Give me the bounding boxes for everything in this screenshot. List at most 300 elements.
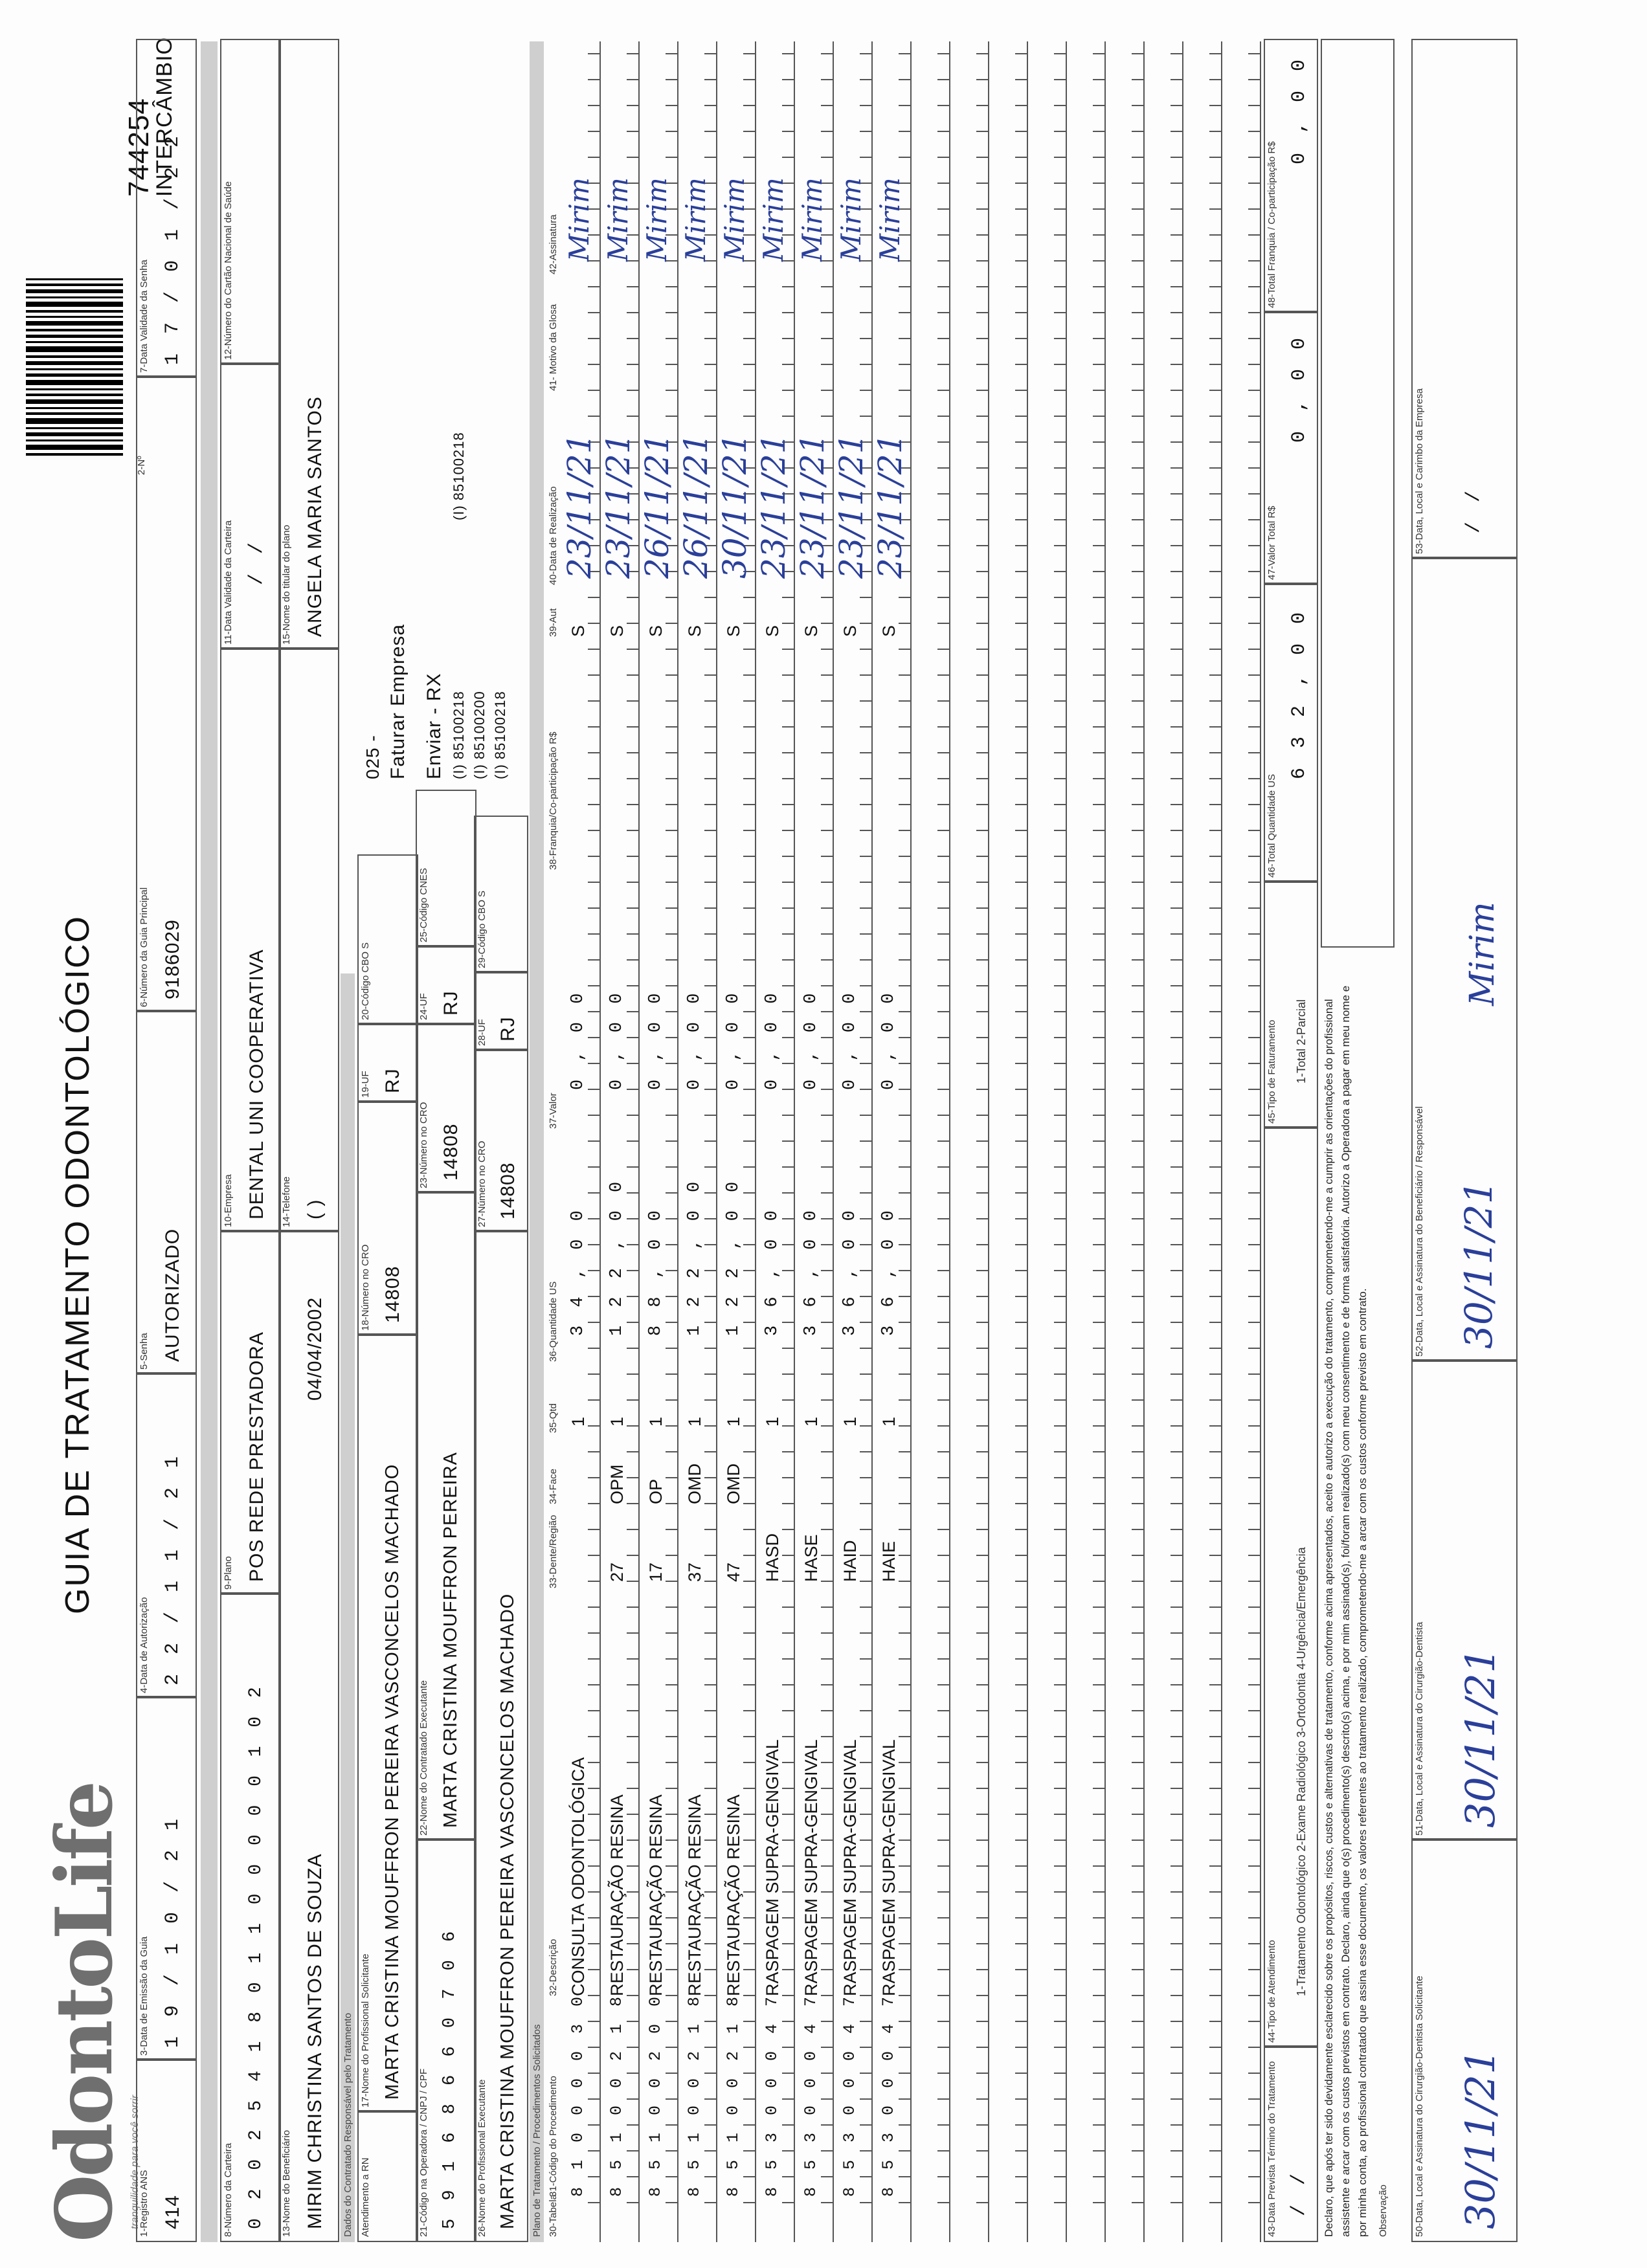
cell-divider	[821, 700, 833, 702]
cell-divider	[1209, 364, 1221, 365]
cell-divider	[976, 1322, 988, 1323]
table-row	[1066, 41, 1106, 2242]
cell-divider	[976, 1917, 988, 1918]
cell-divider	[1132, 2098, 1143, 2100]
cell-divider	[976, 752, 988, 753]
cell-divider	[588, 1192, 599, 1194]
cell-divider	[976, 1399, 988, 1401]
guide-number-label: 2-Nº	[136, 456, 147, 475]
cell-divider	[976, 1348, 988, 1349]
cell-divider	[1093, 1115, 1104, 1116]
cell-divider	[1015, 2176, 1027, 2177]
cell-divider	[1132, 2124, 1143, 2126]
cell-divider	[666, 1037, 677, 1038]
cell-divider	[1132, 208, 1143, 210]
cell-divider	[1209, 1348, 1221, 1349]
cell-divider	[782, 1762, 794, 1763]
cell-divider	[782, 2176, 794, 2177]
cell-divider	[860, 1348, 871, 1349]
cell-divider	[937, 1710, 949, 1711]
cell-divider	[1132, 545, 1143, 546]
cell-divider	[666, 1684, 677, 1685]
cell-divider	[1171, 1658, 1182, 1660]
cell-divider	[1209, 1399, 1221, 1401]
cell-divider	[1054, 933, 1066, 935]
cell-divider	[821, 2150, 833, 2151]
cell-divider	[588, 2150, 599, 2151]
table-row	[794, 41, 834, 2242]
cell-divider	[1132, 1218, 1143, 1219]
row-dente: HASD	[763, 1533, 782, 1582]
cell-divider	[937, 234, 949, 236]
cell-divider	[821, 1270, 833, 1271]
observacao-box[interactable]	[1321, 39, 1395, 948]
row-aut: S	[607, 625, 627, 637]
cell-divider	[1171, 1606, 1182, 1608]
row-codigo: 8 5 1 0 0 2 1 8	[607, 1992, 626, 2197]
cell-divider	[1015, 183, 1027, 184]
cell-divider	[1209, 131, 1221, 132]
cell-divider	[1171, 390, 1182, 391]
cell-divider	[666, 752, 677, 753]
cell-divider	[976, 882, 988, 883]
table-row	[716, 41, 756, 2242]
cell-divider	[821, 390, 833, 391]
row-qtd-us: 3 6 , 0 0	[840, 1206, 860, 1336]
cell-divider	[899, 1710, 910, 1711]
cell-divider	[588, 700, 599, 702]
cell-divider	[627, 1348, 638, 1349]
cell-divider	[704, 674, 716, 676]
cell-divider	[1248, 1451, 1260, 1452]
cell-divider	[1248, 441, 1260, 443]
cell-divider	[666, 1089, 677, 1090]
cell-divider	[1171, 804, 1182, 805]
cell-divider	[1054, 1710, 1066, 1711]
observacao-label: Observação	[1378, 2185, 1389, 2237]
cell-divider	[1171, 1840, 1182, 1841]
row-aut: S	[763, 625, 782, 637]
cell-divider	[821, 416, 833, 417]
cell-divider	[860, 597, 871, 598]
cell-divider	[899, 79, 910, 80]
cell-divider	[1171, 105, 1182, 106]
cell-divider	[937, 804, 949, 805]
cell-divider	[1132, 1451, 1143, 1452]
cell-divider	[666, 1322, 677, 1323]
cell-divider	[1132, 1011, 1143, 1012]
cell-divider	[937, 1011, 949, 1012]
cell-divider	[666, 856, 677, 857]
cell-divider	[627, 1192, 638, 1194]
cell-divider	[860, 1451, 871, 1452]
cell-divider	[782, 1529, 794, 1530]
header-tabela: 30-Tabela	[548, 2194, 559, 2237]
cell-divider	[782, 1166, 794, 1168]
cell-divider	[704, 700, 716, 702]
cell-divider	[704, 2202, 716, 2203]
cell-divider	[1093, 1917, 1104, 1918]
cell-divider	[782, 2021, 794, 2022]
tipo-atendimento-label: 44-Tipo de Atendimento	[1266, 1940, 1277, 2043]
cell-divider	[1248, 856, 1260, 857]
cell-divider	[1209, 1658, 1221, 1660]
cell-divider	[1132, 1503, 1143, 1504]
row-qtd: 1	[801, 1416, 821, 1427]
cell-divider	[821, 53, 833, 54]
header-qtd-us: 36-Quantidade US	[548, 1281, 559, 1362]
cell-divider	[937, 53, 949, 54]
cell-divider	[1015, 1244, 1027, 1245]
cell-divider	[1015, 1632, 1027, 1634]
row-data-realizacao: 23/11/21	[755, 433, 792, 579]
cell-divider	[1248, 2021, 1260, 2022]
cell-divider	[743, 726, 755, 728]
cell-divider	[821, 1115, 833, 1116]
cell-divider	[782, 1063, 794, 1064]
cell-divider	[937, 1969, 949, 1970]
cell-divider	[627, 1244, 638, 1245]
tipo-faturamento-label: 45-Tipo de Faturamento	[1266, 1019, 1277, 1124]
cell-divider	[937, 2073, 949, 2074]
registro-ans-value: 414	[162, 2194, 183, 2229]
cell-divider	[860, 1322, 871, 1323]
cell-divider	[1015, 1451, 1027, 1452]
cell-divider	[1015, 856, 1027, 857]
cell-divider	[860, 1166, 871, 1168]
cell-divider	[899, 1606, 910, 1608]
cell-divider	[1248, 1969, 1260, 1970]
cell-divider	[899, 1192, 910, 1194]
cell-divider	[821, 1503, 833, 1504]
cell-divider	[821, 856, 833, 857]
row-codigo: 8 5 3 0 0 0 4 7	[801, 1992, 820, 2197]
cell-divider	[976, 1943, 988, 1944]
cell-divider	[743, 105, 755, 106]
cell-divider	[1171, 1684, 1182, 1685]
cell-divider	[899, 1140, 910, 1142]
cell-divider	[860, 856, 871, 857]
cell-divider	[704, 312, 716, 313]
row-qtd: 1	[763, 1416, 782, 1427]
cell-divider	[704, 1710, 716, 1711]
cell-divider	[860, 53, 871, 54]
cell-divider	[1132, 519, 1143, 520]
header-franquia: 38-Franquia/Co-participação R$	[548, 731, 559, 870]
cell-divider	[1054, 1089, 1066, 1090]
cell-divider	[704, 2150, 716, 2151]
cell-divider	[860, 1011, 871, 1012]
empresa-label: 10-Empresa	[223, 1174, 234, 1227]
cell-divider	[1015, 312, 1027, 313]
cell-divider	[1209, 700, 1221, 702]
cell-divider	[937, 157, 949, 158]
declaration-text: Declaro, que após ter sido devidamente esclarecido sobre os propósitos, riscos, custos e alternativas de tratamento, conforme acima apresentados, aceito e autorizo a execução do tratamento, comprometendo-me a cumprir as orientações do profissional assistente e arcar com os custos previstos em contrato. Declaro, ainda que o(s) procedimento(s) descrito(s) acima, e por mim assinado(s), foi/foram realizado(s) com meu consentimento e de forma satisfatória. Autorizo a Operadora a pagar em meu nome e por minha conta, ao profissional contratado que assina esse documento, os valores referentes ao tratamento realizado, comprometendo-me a arcar com os custos conforme previsto em contrato.	[1323, 985, 1369, 2237]
cell-divider	[1209, 519, 1221, 520]
cell-divider	[1209, 856, 1221, 857]
cell-divider	[1093, 1684, 1104, 1685]
cell-divider	[1171, 260, 1182, 261]
cell-divider	[1093, 1451, 1104, 1452]
cell-divider	[588, 79, 599, 80]
cell-divider	[976, 105, 988, 106]
cell-divider	[1015, 933, 1027, 935]
cell-divider	[588, 1529, 599, 1530]
cell-divider	[1209, 1632, 1221, 1634]
cell-divider	[1093, 312, 1104, 313]
cell-divider	[976, 1089, 988, 1090]
cell-divider	[1248, 2098, 1260, 2100]
cell-divider	[1209, 1270, 1221, 1271]
sig-dentista-label: 50-Data, Local e Assinatura do Cirurgião-Dentista Solicitante	[1414, 1975, 1425, 2237]
cell-divider	[1093, 1581, 1104, 1582]
valor-total-label: 47-Valor Total R$	[1266, 506, 1277, 580]
row-qtd-us: 8 8 , 0 0	[646, 1206, 666, 1336]
cell-divider	[821, 1011, 833, 1012]
cell-divider	[743, 1840, 755, 1841]
cell-divider	[666, 1503, 677, 1504]
row-data-realizacao: 26/11/21	[677, 433, 715, 579]
cell-divider	[937, 1736, 949, 1737]
header-qtd: 35-Qtd	[548, 1403, 559, 1433]
cell-divider	[627, 830, 638, 831]
row-valor: 0 , 0 0	[879, 989, 899, 1090]
cell-divider	[627, 804, 638, 805]
cell-divider	[743, 1089, 755, 1090]
cell-divider	[1054, 1115, 1066, 1116]
cell-divider	[937, 1399, 949, 1401]
row-qtd: 1	[685, 1416, 704, 1427]
cell-divider	[1093, 1373, 1104, 1375]
cell-divider	[1132, 234, 1143, 236]
cell-divider	[1248, 882, 1260, 883]
cell-divider	[1248, 1555, 1260, 1556]
cell-divider	[588, 1115, 599, 1116]
cell-divider	[821, 1969, 833, 1970]
cell-divider	[666, 623, 677, 624]
cell-divider	[1248, 1995, 1260, 1996]
cell-divider	[1093, 260, 1104, 261]
cell-divider	[1248, 1710, 1260, 1711]
cell-divider	[704, 157, 716, 158]
cell-divider	[1171, 467, 1182, 469]
cell-divider	[1132, 1037, 1143, 1038]
cell-divider	[821, 804, 833, 805]
cell-divider	[666, 312, 677, 313]
cell-divider	[588, 959, 599, 961]
cell-divider	[899, 597, 910, 598]
row-aut: S	[879, 625, 899, 637]
cell-divider	[1015, 597, 1027, 598]
cell-divider	[860, 882, 871, 883]
cell-divider	[1015, 1425, 1027, 1427]
cell-divider	[666, 1581, 677, 1582]
cell-divider	[1093, 1425, 1104, 1427]
cell-divider	[782, 1089, 794, 1090]
cell-divider	[1209, 183, 1221, 184]
cell-divider	[666, 700, 677, 702]
cell-divider	[1209, 752, 1221, 753]
cell-divider	[627, 1166, 638, 1168]
cell-divider	[704, 1244, 716, 1245]
cell-divider	[821, 1166, 833, 1168]
cell-divider	[1171, 2047, 1182, 2048]
cell-divider	[588, 286, 599, 287]
cell-divider	[588, 1322, 599, 1323]
cell-divider	[1171, 1140, 1182, 1142]
cell-divider	[1093, 1814, 1104, 1815]
cell-divider	[860, 1399, 871, 1401]
cell-divider	[899, 312, 910, 313]
cell-divider	[860, 649, 871, 650]
cell-divider	[588, 312, 599, 313]
cell-divider	[1015, 985, 1027, 986]
cell-divider	[627, 1736, 638, 1737]
cell-divider	[743, 1270, 755, 1271]
cell-divider	[1248, 1089, 1260, 1090]
cell-divider	[1209, 2098, 1221, 2100]
valor-total-value: 0 , 0 0	[1288, 333, 1310, 443]
cell-divider	[782, 856, 794, 857]
cell-divider	[937, 131, 949, 132]
cell-divider	[1132, 1192, 1143, 1194]
cell-divider	[743, 157, 755, 158]
cell-divider	[1248, 1063, 1260, 1064]
birth-date: 04/04/2002	[304, 1296, 326, 1401]
cell-divider	[937, 519, 949, 520]
cell-divider	[666, 804, 677, 805]
cell-divider	[1015, 1166, 1027, 1168]
cell-divider	[588, 1969, 599, 1970]
cell-divider	[1209, 1814, 1221, 1815]
cell-divider	[704, 2073, 716, 2074]
cell-divider	[588, 1943, 599, 1944]
cell-divider	[1054, 441, 1066, 443]
row-data-realizacao: 23/11/21	[794, 433, 831, 579]
cell-divider	[937, 2021, 949, 2022]
cell-divider	[627, 1658, 638, 1660]
cell-divider	[1093, 649, 1104, 650]
cell-divider	[1015, 234, 1027, 236]
cell-divider	[821, 364, 833, 365]
cell-divider	[1171, 1348, 1182, 1349]
cell-divider	[976, 1270, 988, 1271]
cell-divider	[666, 1969, 677, 1970]
cell-divider	[1054, 1451, 1066, 1452]
cell-divider	[1171, 959, 1182, 961]
cell-divider	[821, 649, 833, 650]
cell-divider	[1248, 804, 1260, 805]
cell-divider	[588, 1477, 599, 1478]
cell-divider	[666, 830, 677, 831]
cell-divider	[976, 286, 988, 287]
cell-divider	[1209, 959, 1221, 961]
cell-divider	[1054, 752, 1066, 753]
cell-divider	[821, 1140, 833, 1142]
franquia-total-value: 0 , 0 0	[1288, 55, 1310, 164]
cell-divider	[937, 364, 949, 365]
cell-divider	[1093, 1192, 1104, 1194]
cell-divider	[1132, 571, 1143, 572]
cell-divider	[588, 1710, 599, 1711]
cell-divider	[1209, 260, 1221, 261]
cell-divider	[1015, 1218, 1027, 1219]
cell-divider	[743, 1373, 755, 1375]
cell-divider	[1132, 933, 1143, 935]
cell-divider	[743, 1762, 755, 1763]
cell-divider	[1248, 1037, 1260, 1038]
cell-divider	[782, 1788, 794, 1789]
titular-label: 15-Nome do titular do plano	[281, 524, 292, 645]
cell-divider	[1209, 1373, 1221, 1375]
cell-divider	[627, 597, 638, 598]
cell-divider	[821, 1089, 833, 1090]
cell-divider	[627, 286, 638, 287]
cell-divider	[1093, 804, 1104, 805]
cell-divider	[782, 1296, 794, 1297]
cell-divider	[627, 390, 638, 391]
uf-prof-label: 28-UF	[476, 1019, 487, 1046]
cell-divider	[860, 933, 871, 935]
cell-divider	[821, 2176, 833, 2177]
cell-divider	[704, 1503, 716, 1504]
cell-divider	[976, 1503, 988, 1504]
cell-divider	[937, 2124, 949, 2126]
cell-divider	[588, 1348, 599, 1349]
cell-divider	[1248, 1192, 1260, 1194]
cell-divider	[1132, 1814, 1143, 1815]
cell-divider	[976, 1373, 988, 1375]
cell-divider	[1132, 1917, 1143, 1918]
cell-divider	[1248, 2073, 1260, 2074]
cell-divider	[860, 364, 871, 365]
cell-divider	[976, 364, 988, 365]
cell-divider	[666, 1814, 677, 1815]
cell-divider	[1093, 519, 1104, 520]
cell-divider	[704, 2021, 716, 2022]
cell-divider	[743, 649, 755, 650]
cell-divider	[704, 1140, 716, 1142]
cell-divider	[899, 105, 910, 106]
cell-divider	[588, 416, 599, 417]
cell-divider	[821, 2021, 833, 2022]
cell-divider	[1015, 674, 1027, 676]
cell-divider	[1093, 2150, 1104, 2151]
cell-divider	[1209, 1917, 1221, 1918]
cell-divider	[899, 882, 910, 883]
cell-divider	[588, 2047, 599, 2048]
cell-divider	[588, 1762, 599, 1763]
cell-divider	[1015, 1943, 1027, 1944]
cell-divider	[976, 1891, 988, 1893]
cell-divider	[743, 907, 755, 909]
cell-divider	[743, 1891, 755, 1893]
cell-divider	[1054, 1917, 1066, 1918]
cell-divider	[1248, 416, 1260, 417]
cell-divider	[1209, 312, 1221, 313]
cell-divider	[860, 1917, 871, 1918]
data-emissao-label: 3-Data de Emissão da Guia	[139, 1936, 150, 2056]
cell-divider	[627, 53, 638, 54]
cell-divider	[588, 1399, 599, 1401]
total-qtd-value: 6 3 2 , 0 0	[1288, 608, 1310, 779]
cell-divider	[937, 1529, 949, 1530]
cell-divider	[937, 286, 949, 287]
cell-divider	[1132, 1089, 1143, 1090]
cell-divider	[1015, 441, 1027, 443]
cell-divider	[704, 286, 716, 287]
cell-divider	[1209, 2047, 1221, 2048]
